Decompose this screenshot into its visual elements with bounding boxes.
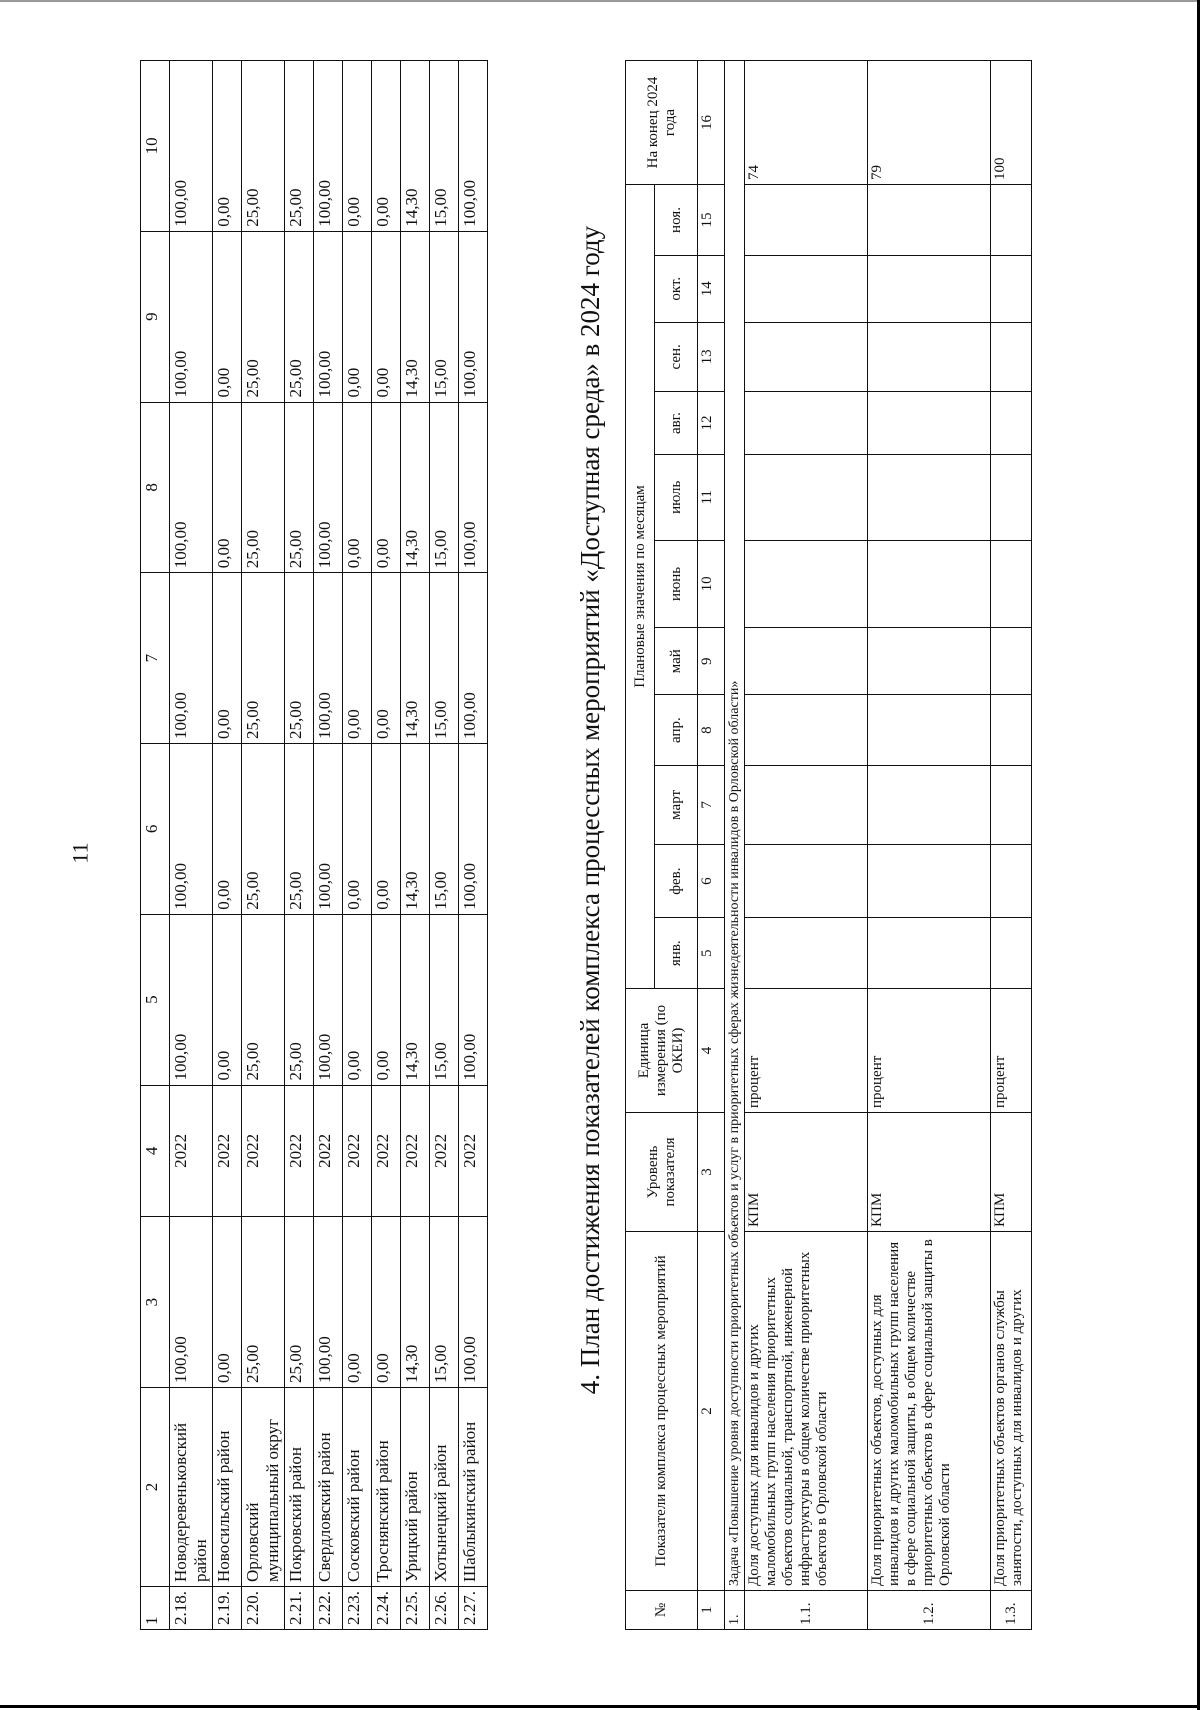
col-header-end: На конец 2024 года bbox=[626, 61, 698, 185]
month-value-cell bbox=[745, 844, 868, 918]
month-value-cell bbox=[868, 540, 991, 628]
table1-cell-c8: 14,30 bbox=[401, 402, 430, 573]
table1-cell-num: 2.21. bbox=[285, 1587, 314, 1630]
table1-header-cell: 2 bbox=[141, 1388, 170, 1587]
column-numbers-row bbox=[698, 61, 725, 1630]
indicator-plan-table bbox=[625, 60, 1032, 1630]
table1-header-cell: 1 bbox=[141, 1587, 170, 1630]
indicator-end-value: 79 bbox=[868, 61, 991, 185]
table1-cell-c7: 100,00 bbox=[314, 573, 343, 744]
table1-cell-c8: 0,00 bbox=[372, 402, 401, 573]
indicator-level: КПМ bbox=[991, 1113, 1032, 1232]
table1-cell-c7: 0,00 bbox=[213, 573, 242, 744]
table1-cell-c8: 0,00 bbox=[343, 402, 372, 573]
column-number-cell: 3 bbox=[698, 1113, 725, 1232]
table1-cell-c6: 25,00 bbox=[242, 744, 285, 915]
column-number-cell: 6 bbox=[698, 844, 725, 918]
month-value-cell bbox=[745, 540, 868, 628]
table1-cell-c6: 15,00 bbox=[430, 744, 459, 915]
table1-cell-c6: 0,00 bbox=[372, 744, 401, 915]
column-number-cell: 11 bbox=[698, 454, 725, 540]
indicator-unit: процент bbox=[745, 989, 868, 1113]
table1-cell-name: Новодеревеньковский район bbox=[170, 1388, 213, 1587]
table1-cell-c3: 15,00 bbox=[430, 1217, 459, 1388]
indicator-row bbox=[745, 61, 868, 1630]
column-number-cell: 5 bbox=[698, 918, 725, 989]
month-header-cell: ноя. bbox=[655, 185, 698, 256]
table1-header-row bbox=[141, 61, 170, 1630]
month-header-cell: июль bbox=[655, 454, 698, 540]
table1-cell-name: Сосковский район bbox=[343, 1388, 372, 1587]
month-value-cell bbox=[745, 454, 868, 540]
table1-cell-num: 2.27. bbox=[459, 1587, 488, 1630]
table1-header-cell: 5 bbox=[141, 914, 170, 1085]
table1-cell-c7: 100,00 bbox=[170, 573, 213, 744]
month-value-cell bbox=[745, 322, 868, 392]
month-value-cell bbox=[868, 765, 991, 844]
month-value-cell bbox=[991, 540, 1032, 628]
month-value-cell bbox=[991, 695, 1032, 766]
column-number-cell: 16 bbox=[698, 61, 725, 185]
table1-cell-c10: 100,00 bbox=[170, 61, 213, 232]
table1-cell-c8: 100,00 bbox=[459, 402, 488, 573]
table1-cell-c3: 0,00 bbox=[372, 1217, 401, 1388]
indicator-row bbox=[868, 61, 991, 1630]
table1-cell-c10: 0,00 bbox=[213, 61, 242, 232]
table1-header-cell: 3 bbox=[141, 1217, 170, 1388]
column-number-cell: 8 bbox=[698, 695, 725, 766]
indicator-num: 1.3. bbox=[991, 1591, 1032, 1630]
table1-cell-c4: 2022 bbox=[242, 1085, 285, 1217]
table1-cell-c5: 0,00 bbox=[372, 914, 401, 1085]
table1-cell-c4: 2022 bbox=[372, 1085, 401, 1217]
table1-cell-c7: 15,00 bbox=[430, 573, 459, 744]
month-value-cell bbox=[745, 255, 868, 322]
table1-cell-c10: 100,00 bbox=[459, 61, 488, 232]
table1-cell-c3: 0,00 bbox=[343, 1217, 372, 1388]
table1-cell-c5: 100,00 bbox=[314, 914, 343, 1085]
month-value-cell bbox=[991, 844, 1032, 918]
table1-cell-c3: 25,00 bbox=[285, 1217, 314, 1388]
table1-header-cell: 8 bbox=[141, 402, 170, 573]
table1-cell-c10: 25,00 bbox=[285, 61, 314, 232]
indicator-level: КПМ bbox=[745, 1113, 868, 1232]
task-num: 1. bbox=[725, 1591, 745, 1630]
table1-cell-c5: 100,00 bbox=[459, 914, 488, 1085]
table1-cell-c3: 14,30 bbox=[401, 1217, 430, 1388]
table1-cell-c4: 2022 bbox=[459, 1085, 488, 1217]
month-value-cell bbox=[745, 628, 868, 695]
month-value-cell bbox=[745, 918, 868, 989]
table1-cell-c9: 0,00 bbox=[372, 231, 401, 402]
table1-cell-c4: 2022 bbox=[343, 1085, 372, 1217]
table1-header-cell: 10 bbox=[141, 61, 170, 232]
table1-row bbox=[213, 61, 242, 1630]
table1-row bbox=[372, 61, 401, 1630]
table1-cell-c8: 0,00 bbox=[213, 402, 242, 573]
table1-cell-c4: 2022 bbox=[430, 1085, 459, 1217]
section-title: 4. План достижения показателей комплекса процессных мероприятий «Доступная среда» в 2024 году bbox=[575, 225, 605, 1395]
table1-cell-c3: 25,00 bbox=[242, 1217, 285, 1388]
month-value-cell bbox=[991, 185, 1032, 256]
table1-header-cell: 6 bbox=[141, 744, 170, 915]
table1-cell-name: Свердловский район bbox=[314, 1388, 343, 1587]
table1-cell-c10: 0,00 bbox=[372, 61, 401, 232]
table1-row bbox=[430, 61, 459, 1630]
table1-cell-c8: 100,00 bbox=[170, 402, 213, 573]
indicator-unit: процент bbox=[868, 989, 991, 1113]
table1-cell-c7: 14,30 bbox=[401, 573, 430, 744]
table1-cell-c6: 100,00 bbox=[314, 744, 343, 915]
table1-cell-num: 2.22. bbox=[314, 1587, 343, 1630]
column-number-cell: 10 bbox=[698, 540, 725, 628]
month-header-cell: июнь bbox=[655, 540, 698, 628]
table1-cell-num: 2.26. bbox=[430, 1587, 459, 1630]
table1-cell-name: Орловский муниципальный округ bbox=[242, 1388, 285, 1587]
table1-cell-c5: 0,00 bbox=[213, 914, 242, 1085]
table1-cell-c10: 100,00 bbox=[314, 61, 343, 232]
column-number-cell: 14 bbox=[698, 255, 725, 322]
month-value-cell bbox=[868, 392, 991, 455]
col-header-name: Показатели комплекса процессных мероприятий bbox=[626, 1232, 698, 1591]
table1-cell-c7: 100,00 bbox=[459, 573, 488, 744]
column-number-cell: 12 bbox=[698, 392, 725, 455]
table1-cell-name: Хотынецкий район bbox=[430, 1388, 459, 1587]
column-number-cell: 15 bbox=[698, 185, 725, 256]
table1-cell-num: 2.19. bbox=[213, 1587, 242, 1630]
table1-row bbox=[285, 61, 314, 1630]
month-value-cell bbox=[745, 392, 868, 455]
month-value-cell bbox=[991, 322, 1032, 392]
table1-cell-c9: 100,00 bbox=[459, 231, 488, 402]
month-value-cell bbox=[991, 392, 1032, 455]
table1-cell-c3: 100,00 bbox=[170, 1217, 213, 1388]
month-header-cell: янв. bbox=[655, 918, 698, 989]
indicator-name: Доля доступных для инвалидов и других маломобильных групп населения приоритетных объектов социальной, транспортной, инженерной инфраструктуры в общем количестве приоритетных объектов в Орловской области bbox=[745, 1232, 868, 1591]
month-header-cell: авг. bbox=[655, 392, 698, 455]
table1-cell-c7: 0,00 bbox=[372, 573, 401, 744]
table1-cell-c5: 15,00 bbox=[430, 914, 459, 1085]
column-number-cell: 9 bbox=[698, 628, 725, 695]
table1-cell-name: Троснянский район bbox=[372, 1388, 401, 1587]
table1-cell-c6: 100,00 bbox=[459, 744, 488, 915]
table1-cell-c10: 14,30 bbox=[401, 61, 430, 232]
table1-cell-num: 2.23. bbox=[343, 1587, 372, 1630]
table1-cell-c5: 25,00 bbox=[242, 914, 285, 1085]
table1-cell-c10: 15,00 bbox=[430, 61, 459, 232]
table1-cell-c9: 25,00 bbox=[285, 231, 314, 402]
indicator-num: 1.1. bbox=[745, 1591, 868, 1630]
table1-cell-c9: 0,00 bbox=[213, 231, 242, 402]
month-value-cell bbox=[868, 918, 991, 989]
table1-cell-c8: 25,00 bbox=[285, 402, 314, 573]
table1-cell-c6: 100,00 bbox=[170, 744, 213, 915]
month-value-cell bbox=[868, 695, 991, 766]
col-header-plan: Плановые значения по месяцам bbox=[626, 185, 655, 989]
table1-cell-c8: 15,00 bbox=[430, 402, 459, 573]
col-header-level: Уровень показателя bbox=[626, 1113, 698, 1232]
table1-cell-c3: 0,00 bbox=[213, 1217, 242, 1388]
indicator-end-value: 74 bbox=[745, 61, 868, 185]
month-header-cell: май bbox=[655, 628, 698, 695]
table1-cell-c10: 25,00 bbox=[242, 61, 285, 232]
table1-cell-c9: 14,30 bbox=[401, 231, 430, 402]
table1-cell-num: 2.18. bbox=[170, 1587, 213, 1630]
table1-cell-name: Покровский район bbox=[285, 1388, 314, 1587]
indicator-unit: процент bbox=[991, 989, 1032, 1113]
district-values-table bbox=[140, 60, 488, 1630]
month-header-cell: окт. bbox=[655, 255, 698, 322]
month-value-cell bbox=[868, 454, 991, 540]
month-value-cell bbox=[868, 844, 991, 918]
table1-cell-c4: 2022 bbox=[285, 1085, 314, 1217]
table1-cell-name: Новосильский район bbox=[213, 1388, 242, 1587]
table1-cell-name: Шаблыкинский район bbox=[459, 1388, 488, 1587]
indicator-row bbox=[991, 61, 1032, 1630]
table1-cell-c9: 100,00 bbox=[170, 231, 213, 402]
table1-cell-c3: 100,00 bbox=[459, 1217, 488, 1388]
table1-header-cell: 4 bbox=[141, 1085, 170, 1217]
month-value-cell bbox=[745, 185, 868, 256]
month-value-cell bbox=[991, 255, 1032, 322]
indicator-name: Доля приоритетных объектов, доступных для инвалидов и других маломобильных групп населения в сфере социальной защиты, в общем количестве приоритетных объектов в сфере социальной защиты в Орловской области bbox=[868, 1232, 991, 1591]
table1-cell-c4: 2022 bbox=[170, 1085, 213, 1217]
table1-cell-c5: 0,00 bbox=[343, 914, 372, 1085]
table1-row bbox=[401, 61, 430, 1630]
task-text: Задача «Повышение уровня доступности приоритетных объектов и услуг в приоритетных сферах жизнедеятельности инвалидов в Орловской области» bbox=[725, 61, 745, 1591]
table1-cell-c8: 100,00 bbox=[314, 402, 343, 573]
table1-cell-c7: 25,00 bbox=[242, 573, 285, 744]
table1-cell-c5: 14,30 bbox=[401, 914, 430, 1085]
table1-cell-c4: 2022 bbox=[213, 1085, 242, 1217]
month-value-cell bbox=[868, 255, 991, 322]
table1-cell-c4: 2022 bbox=[401, 1085, 430, 1217]
column-number-cell: 7 bbox=[698, 765, 725, 844]
table1-cell-name: Урицкий район bbox=[401, 1388, 430, 1587]
column-number-cell: 13 bbox=[698, 322, 725, 392]
table1-cell-c3: 100,00 bbox=[314, 1217, 343, 1388]
col-header-num: № bbox=[626, 1591, 698, 1630]
table1-cell-c6: 0,00 bbox=[213, 744, 242, 915]
month-header-cell: фев. bbox=[655, 844, 698, 918]
indicator-level: КПМ bbox=[868, 1113, 991, 1232]
column-number-cell: 1 bbox=[698, 1591, 725, 1630]
table1-row bbox=[459, 61, 488, 1630]
table1-cell-c6: 25,00 bbox=[285, 744, 314, 915]
table1-cell-num: 2.20. bbox=[242, 1587, 285, 1630]
month-value-cell bbox=[745, 695, 868, 766]
table1-cell-c9: 0,00 bbox=[343, 231, 372, 402]
table1-cell-num: 2.24. bbox=[372, 1587, 401, 1630]
month-value-cell bbox=[868, 628, 991, 695]
table1-row bbox=[314, 61, 343, 1630]
table1-row bbox=[242, 61, 285, 1630]
table1-cell-c6: 0,00 bbox=[343, 744, 372, 915]
table1-cell-c9: 15,00 bbox=[430, 231, 459, 402]
table1-cell-c7: 25,00 bbox=[285, 573, 314, 744]
col-header-unit: Единица измерения (по ОКЕИ) bbox=[626, 989, 698, 1113]
table1-cell-c9: 25,00 bbox=[242, 231, 285, 402]
table1-cell-c8: 25,00 bbox=[242, 402, 285, 573]
month-value-cell bbox=[991, 628, 1032, 695]
indicator-num: 1.2. bbox=[868, 1591, 991, 1630]
month-header-cell: март bbox=[655, 765, 698, 844]
table1-cell-c7: 0,00 bbox=[343, 573, 372, 744]
column-number-cell: 2 bbox=[698, 1232, 725, 1591]
month-header-cell: сен. bbox=[655, 322, 698, 392]
indicator-end-value: 100 bbox=[991, 61, 1032, 185]
table1-cell-c5: 25,00 bbox=[285, 914, 314, 1085]
table1-cell-c10: 0,00 bbox=[343, 61, 372, 232]
page-number: 11 bbox=[67, 842, 93, 864]
table1-header-cell: 9 bbox=[141, 231, 170, 402]
table1-cell-c6: 14,30 bbox=[401, 744, 430, 915]
table1-header-cell: 7 bbox=[141, 573, 170, 744]
table1-cell-c9: 100,00 bbox=[314, 231, 343, 402]
table1-cell-c5: 100,00 bbox=[170, 914, 213, 1085]
table1-cell-c4: 2022 bbox=[314, 1085, 343, 1217]
month-value-cell bbox=[868, 185, 991, 256]
month-value-cell bbox=[868, 322, 991, 392]
task-row bbox=[725, 61, 745, 1630]
column-number-cell: 4 bbox=[698, 989, 725, 1113]
indicator-name: Доля приоритетных объектов органов службы занятости, доступных для инвалидов и других bbox=[991, 1232, 1032, 1591]
month-value-cell bbox=[991, 765, 1032, 844]
table1-row bbox=[170, 61, 213, 1630]
month-value-cell bbox=[745, 765, 868, 844]
month-header-cell: апр. bbox=[655, 695, 698, 766]
month-value-cell bbox=[991, 454, 1032, 540]
month-value-cell bbox=[991, 918, 1032, 989]
table1-cell-num: 2.25. bbox=[401, 1587, 430, 1630]
table1-row bbox=[343, 61, 372, 1630]
